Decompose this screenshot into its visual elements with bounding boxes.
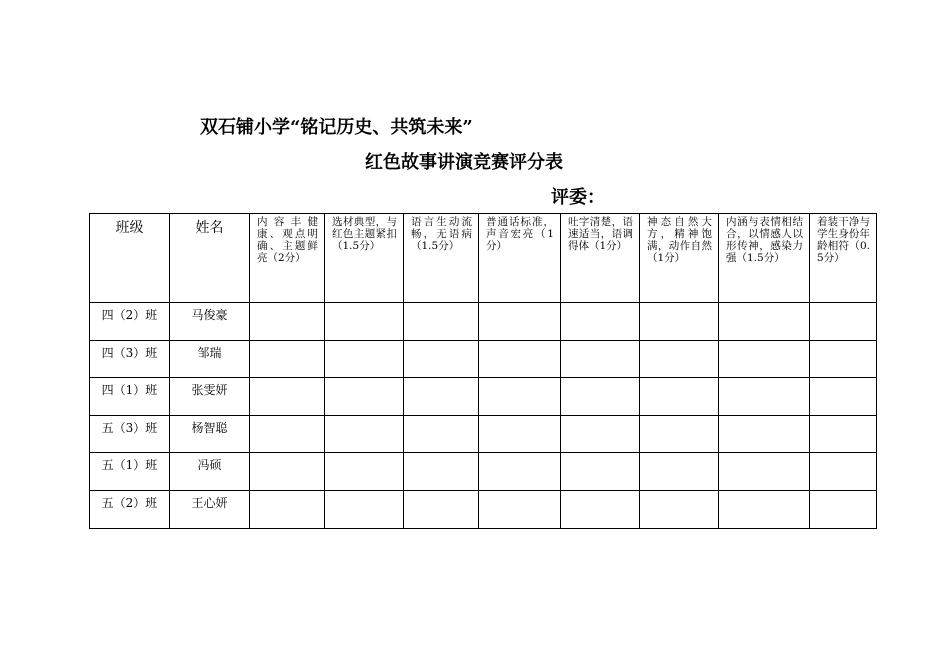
header-criterion-articulation: 吐字清楚，语速适当，语调得体（1分）: [561, 214, 640, 303]
header-criterion-content: 内容丰健康、观点明确、主题鲜亮（2分）: [250, 214, 325, 303]
class-cell: 五（3）班: [90, 415, 170, 453]
name-cell: 邹瑞: [170, 340, 250, 378]
score-cell[interactable]: [479, 340, 561, 378]
table-row: [90, 490, 877, 528]
score-cell[interactable]: [640, 340, 719, 378]
score-cell[interactable]: [719, 378, 810, 416]
header-criterion-language: 语言生动流畅，无语病（1.5分）: [404, 214, 479, 303]
score-cell[interactable]: [250, 490, 325, 528]
name-cell: 王心妍: [170, 490, 250, 528]
table-row: [90, 303, 877, 341]
name-cell: 冯硕: [170, 453, 250, 491]
score-cell[interactable]: [325, 490, 404, 528]
score-cell[interactable]: [719, 415, 810, 453]
score-cell[interactable]: [810, 340, 877, 378]
class-cell: 五（1）班: [90, 453, 170, 491]
score-cell[interactable]: [719, 453, 810, 491]
score-cell[interactable]: [325, 453, 404, 491]
header-criterion-expression: 内涵与表情相结合，以情感人以形传神，感染力强（1.5分）: [719, 214, 810, 303]
score-cell[interactable]: [404, 378, 479, 416]
score-cell[interactable]: [561, 378, 640, 416]
score-cell[interactable]: [561, 415, 640, 453]
score-cell[interactable]: [719, 490, 810, 528]
score-cell[interactable]: [479, 303, 561, 341]
score-cell[interactable]: [250, 378, 325, 416]
header-row: [90, 214, 877, 303]
judge-label: 评委：: [551, 187, 605, 208]
score-cell[interactable]: [640, 453, 719, 491]
header-criterion-mandarin: 普通话标准，声音宏亮（1分）: [479, 214, 561, 303]
score-cell[interactable]: [561, 490, 640, 528]
score-cell[interactable]: [404, 415, 479, 453]
score-cell[interactable]: [640, 303, 719, 341]
name-cell: 杨智聪: [170, 415, 250, 453]
score-cell[interactable]: [640, 415, 719, 453]
score-cell[interactable]: [810, 378, 877, 416]
score-cell[interactable]: [719, 303, 810, 341]
header-criterion-attire: 着装干净与学生身份年龄相符（0.5分）: [810, 214, 877, 303]
score-cell[interactable]: [250, 453, 325, 491]
score-cell[interactable]: [325, 415, 404, 453]
table-row: [90, 340, 877, 378]
score-cell[interactable]: [404, 490, 479, 528]
score-cell[interactable]: [810, 453, 877, 491]
score-cell[interactable]: [561, 453, 640, 491]
score-cell[interactable]: [404, 453, 479, 491]
score-cell[interactable]: [250, 415, 325, 453]
score-cell[interactable]: [325, 340, 404, 378]
score-cell[interactable]: [810, 490, 877, 528]
document-title: 双石铺小学“铭记历史、共筑未来”: [200, 117, 473, 138]
score-cell[interactable]: [479, 453, 561, 491]
score-cell[interactable]: [325, 303, 404, 341]
score-cell[interactable]: [479, 415, 561, 453]
name-cell: 张雯妍: [170, 378, 250, 416]
score-cell[interactable]: [250, 340, 325, 378]
score-cell[interactable]: [404, 303, 479, 341]
name-cell: 马俊豪: [170, 303, 250, 341]
header-criterion-demeanor: 神态自然大方，精神饱满，动作自然（1分）: [640, 214, 719, 303]
class-cell: 五（2）班: [90, 490, 170, 528]
score-cell[interactable]: [479, 378, 561, 416]
score-cell[interactable]: [561, 340, 640, 378]
header-name: 姓名: [170, 214, 250, 303]
table-row: [90, 453, 877, 491]
score-cell[interactable]: [404, 340, 479, 378]
score-cell[interactable]: [719, 340, 810, 378]
header-criterion-material: 选材典型，与红色主题紧扣（1.5分）: [325, 214, 404, 303]
header-class: 班级: [90, 214, 170, 303]
score-table: [89, 213, 877, 529]
class-cell: 四（2）班: [90, 303, 170, 341]
document-subtitle: 红色故事讲演竞赛评分表: [365, 152, 563, 173]
class-cell: 四（1）班: [90, 378, 170, 416]
table-row: [90, 378, 877, 416]
score-cell[interactable]: [561, 303, 640, 341]
score-cell[interactable]: [479, 490, 561, 528]
score-cell[interactable]: [325, 378, 404, 416]
score-cell[interactable]: [810, 303, 877, 341]
score-cell[interactable]: [640, 378, 719, 416]
score-cell[interactable]: [640, 490, 719, 528]
class-cell: 四（3）班: [90, 340, 170, 378]
score-cell[interactable]: [810, 415, 877, 453]
table-row: [90, 415, 877, 453]
score-cell[interactable]: [250, 303, 325, 341]
